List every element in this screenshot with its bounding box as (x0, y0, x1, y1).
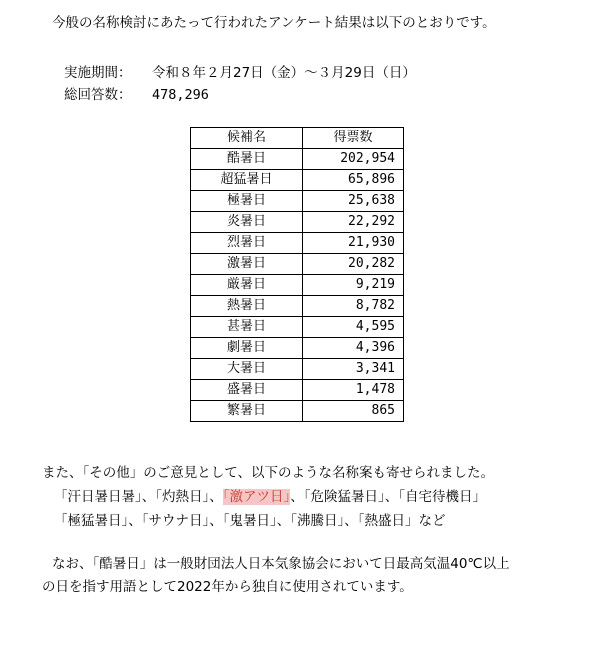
table-row (191, 401, 404, 422)
other-suggestions-part: 「汗日暑日暑」、「灼熱日」、 (54, 489, 223, 505)
vote-count: 65,896 (303, 170, 404, 191)
vote-count: 202,954 (303, 149, 404, 170)
vote-count: 22,292 (303, 212, 404, 233)
header-candidate: 候補名 (191, 128, 303, 149)
vote-count: 1,478 (303, 380, 404, 401)
table-row (191, 317, 404, 338)
vote-count: 9,219 (303, 275, 404, 296)
table-row (191, 191, 404, 212)
other-suggestions-intro: また、「その他」のご意見として、以下のような名称案も寄せられました。 (42, 465, 494, 481)
note-line-1: なお、「酷暑日」は一般財団法人日本気象協会において日最高気温40℃以上 (52, 556, 510, 572)
candidate-name: 激暑日 (191, 254, 303, 275)
period-label: 実施期間： (64, 65, 132, 81)
other-suggestions-line-2: 「極猛暑日」、「サウナ日」、「鬼暑日」、「沸騰日」、「熱盛日」など (54, 513, 446, 529)
candidate-name: 大暑日 (191, 359, 303, 380)
candidate-name: 極暑日 (191, 191, 303, 212)
other-suggestions-part: 、「危険猛暑日」、「自宅待機日」 (290, 489, 486, 505)
vote-count: 865 (303, 401, 404, 422)
vote-count: 4,396 (303, 338, 404, 359)
table-row (191, 380, 404, 401)
table-header-row (191, 128, 404, 149)
candidate-name: 盛暑日 (191, 380, 303, 401)
vote-count: 8,782 (303, 296, 404, 317)
candidate-name: 烈暑日 (191, 233, 303, 254)
table-row (191, 149, 404, 170)
period-value: 令和８年２月27日（金）～３月29日（日） (152, 65, 416, 81)
candidate-name: 甚暑日 (191, 317, 303, 338)
table-row (191, 359, 404, 380)
candidate-name: 炎暑日 (191, 212, 303, 233)
table-row (191, 254, 404, 275)
candidate-name: 劇暑日 (191, 338, 303, 359)
candidate-name: 熱暑日 (191, 296, 303, 317)
table-row (191, 233, 404, 254)
total-value: 478,296 (152, 87, 209, 103)
candidate-name: 厳暑日 (191, 275, 303, 296)
header-votes: 得票数 (303, 128, 404, 149)
vote-count: 3,341 (303, 359, 404, 380)
vote-count: 20,282 (303, 254, 404, 275)
results-table (190, 127, 404, 422)
vote-count: 4,595 (303, 317, 404, 338)
highlighted-suggestion: 「激アツ日」 (222, 489, 291, 505)
candidate-name: 超猛暑日 (191, 170, 303, 191)
vote-count: 21,930 (303, 233, 404, 254)
table-row (191, 275, 404, 296)
intro-text: 今般の名称検討にあたって行われたアンケート結果は以下のとおりです。 (52, 15, 496, 31)
table-row (191, 296, 404, 317)
table-row (191, 338, 404, 359)
vote-count: 25,638 (303, 191, 404, 212)
table-row (191, 212, 404, 233)
table-row (191, 170, 404, 191)
other-suggestions-line-1 (54, 488, 486, 506)
candidate-name: 繁暑日 (191, 401, 303, 422)
candidate-name: 酷暑日 (191, 149, 303, 170)
note-line-2: の日を指す用語として2022年から独自に使用されています。 (42, 579, 413, 595)
total-label: 総回答数： (64, 87, 132, 103)
